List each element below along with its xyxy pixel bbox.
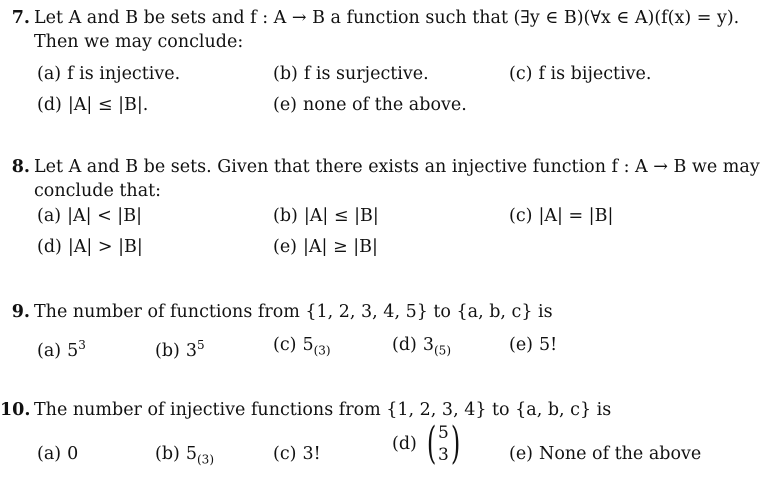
question-stem-line-1: Let A and B be sets and f : A → B a function such that (∃y ∈ B)(∀x ∈ A)(f(x) = y). <box>34 8 740 28</box>
option-label: (b) <box>155 340 180 361</box>
option-label: (a) <box>37 444 62 464</box>
option-text: |A| ≤ |B|. <box>67 95 149 115</box>
option-b[interactable] <box>273 204 379 228</box>
binomial-stack <box>438 422 449 466</box>
option-superscript: 5 <box>197 338 205 352</box>
option-a[interactable] <box>37 442 78 466</box>
option-label: (c) <box>509 64 533 84</box>
option-c[interactable] <box>509 62 651 86</box>
option-superscript: 3 <box>78 338 86 352</box>
option-a[interactable] <box>37 62 180 86</box>
option-base: 5 <box>302 335 314 355</box>
option-e[interactable] <box>273 93 467 117</box>
option-subscript: (5) <box>434 343 451 358</box>
option-d[interactable] <box>37 235 143 259</box>
option-subscript: (3) <box>197 452 214 467</box>
option-a[interactable] <box>37 204 142 228</box>
option-text: None of the above <box>539 444 702 464</box>
option-e[interactable] <box>273 235 378 259</box>
question-number: 10. <box>0 400 31 420</box>
question-stem-line-1: The number of injective functions from {1, 2, 3, 4} to {a, b, c} is <box>34 400 612 420</box>
option-base: 5 <box>67 340 79 361</box>
option-label: (e) <box>273 95 298 115</box>
option-base: 5 <box>185 444 197 464</box>
option-d[interactable] <box>392 333 451 363</box>
option-base: 3 <box>185 340 197 361</box>
question-number: 8. <box>11 157 30 177</box>
option-a[interactable] <box>37 333 86 363</box>
right-paren-glyph: ) <box>450 418 461 469</box>
option-text: f is injective. <box>67 64 181 84</box>
option-label: (d) <box>392 434 417 454</box>
option-text: |A| ≤ |B| <box>303 206 379 226</box>
option-label: (b) <box>273 206 298 226</box>
option-b[interactable] <box>273 62 429 86</box>
option-text: 5! <box>539 335 558 355</box>
option-text: none of the above. <box>303 95 467 115</box>
option-label: (a) <box>37 64 62 84</box>
option-base: 3 <box>422 335 434 355</box>
question-stem-line-1: Let A and B be sets. Given that there exists an injective function f : A → B we may <box>34 157 760 177</box>
option-label: (d) <box>37 237 62 257</box>
option-d[interactable] <box>37 93 148 117</box>
option-d[interactable] <box>392 418 464 469</box>
option-text: |A| = |B| <box>538 206 614 226</box>
option-label: (b) <box>155 444 180 464</box>
left-paren-glyph: ( <box>426 418 437 469</box>
option-label: (c) <box>509 206 533 226</box>
option-label: (e) <box>509 444 534 464</box>
question-stem-line-1: The number of functions from {1, 2, 3, 4, 5} to {a, b, c} is <box>34 302 553 322</box>
option-c[interactable] <box>273 333 331 363</box>
option-label: (c) <box>273 335 297 355</box>
option-text: |A| ≥ |B| <box>303 237 378 257</box>
option-text: f is bijective. <box>538 64 652 84</box>
option-b[interactable] <box>155 333 205 363</box>
option-label: (d) <box>37 95 62 115</box>
binomial-coefficient <box>423 418 464 469</box>
option-label: (e) <box>509 335 534 355</box>
option-b[interactable] <box>155 442 214 472</box>
option-e[interactable] <box>509 333 557 357</box>
option-text: |A| > |B| <box>67 237 143 257</box>
option-c[interactable] <box>273 442 321 466</box>
option-text: f is surjective. <box>303 64 429 84</box>
option-e[interactable] <box>509 442 701 466</box>
option-text: 3! <box>302 444 321 464</box>
option-label: (e) <box>273 237 298 257</box>
binomial-top: 5 <box>438 423 449 443</box>
option-label: (d) <box>392 335 417 355</box>
option-text: |A| < |B| <box>67 206 142 226</box>
question-number: 7. <box>11 8 30 28</box>
option-label: (a) <box>37 340 62 361</box>
option-label: (c) <box>273 444 297 464</box>
option-label: (b) <box>273 64 298 84</box>
question-stem-line-2: Then we may conclude: <box>34 32 244 52</box>
option-subscript: (3) <box>313 343 331 358</box>
question-number: 9. <box>11 302 30 322</box>
option-c[interactable] <box>509 204 613 228</box>
option-label: (a) <box>37 206 62 226</box>
question-stem-line-2: conclude that: <box>34 181 162 201</box>
option-text: 0 <box>67 444 79 464</box>
binomial-bottom: 3 <box>438 445 449 465</box>
